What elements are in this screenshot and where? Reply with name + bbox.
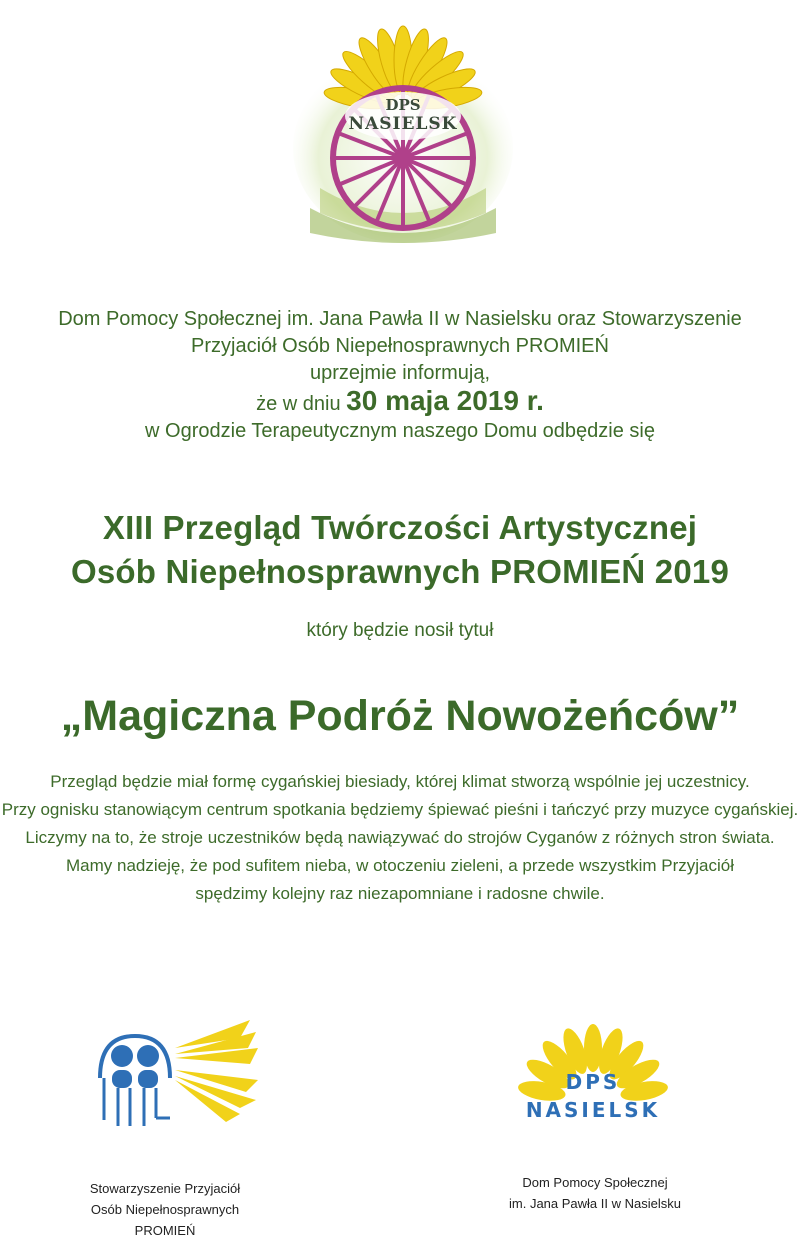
dps-caption-line-2: im. Jana Pawła II w Nasielsku	[509, 1196, 681, 1211]
dps-caption	[490, 1172, 700, 1214]
description-line-1: Przegląd będzie miał formę cygańskiej biesiady, której klimat stworzą wspólnie jej uczestnicy.	[50, 772, 750, 791]
intro-line-3: uprzejmie informują,	[309, 362, 491, 384]
event-title-line-1: XIII Przegląd Twórczości Artystycznej	[102, 509, 698, 546]
promien-caption	[60, 1178, 270, 1241]
nasielsk-logo-text: NASIELSK	[525, 1098, 661, 1122]
event-name: „Magiczna Podróż Nowożeńców”	[60, 692, 740, 740]
dps-top-logo	[290, 8, 516, 246]
event-date: 30 maja 2019 r.	[346, 385, 544, 416]
promien-caption-line-1: Stowarzyszenie Przyjaciół	[89, 1181, 241, 1196]
logo-nasielsk-text: NASIELSK	[348, 114, 458, 134]
logo-dps-text: DPS	[385, 96, 421, 114]
intro-line-1: Dom Pomocy Społecznej im. Jana Pawła II w Nasielsku oraz Stowarzyszenie	[58, 308, 742, 330]
event-title-line-2: Osób Niepełnosprawnych PROMIEŃ 2019	[70, 553, 729, 590]
intro-date-prefix: że w dniu	[256, 393, 341, 415]
description-line-4: Mamy nadzieję, że pod sufitem nieba, w otoczeniu zieleni, a przede wszystkim Przyjaciół	[65, 856, 734, 875]
promien-caption-line-2: Osób Niepełnosprawnych PROMIEŃ	[90, 1202, 240, 1238]
description-line-5: spędzimy kolejny raz niezapomniane i radosne chwile.	[195, 884, 605, 903]
intro-date-line	[0, 387, 800, 418]
description-line-3: Liczymy na to, że stroje uczestników będą nawiązywać do strojów Cyganów z różnych stron świata.	[25, 828, 775, 847]
promien-logo-icon	[90, 1018, 260, 1128]
intro-line-5: w Ogrodzie Terapeutycznym naszego Domu odbędzie się	[145, 420, 655, 442]
dps-logo-text: DPS	[565, 1070, 621, 1094]
description-line-2: Przy ognisku stanowiącym centrum spotkania będziemy śpiewać pieśni i tańczyć przy muzyce cygańskiej.	[1, 800, 799, 819]
intro-line-2: Przyjaciół Osób Niepełnosprawnych PROMIEŃ	[191, 335, 609, 357]
description-block	[0, 768, 800, 908]
event-subtitle: który będzie nosił tytuł	[306, 620, 494, 641]
dps-caption-line-1: Dom Pomocy Społecznej	[522, 1175, 668, 1190]
intro-block	[0, 306, 800, 445]
event-title	[0, 506, 800, 594]
promien-logo	[90, 1018, 260, 1128]
